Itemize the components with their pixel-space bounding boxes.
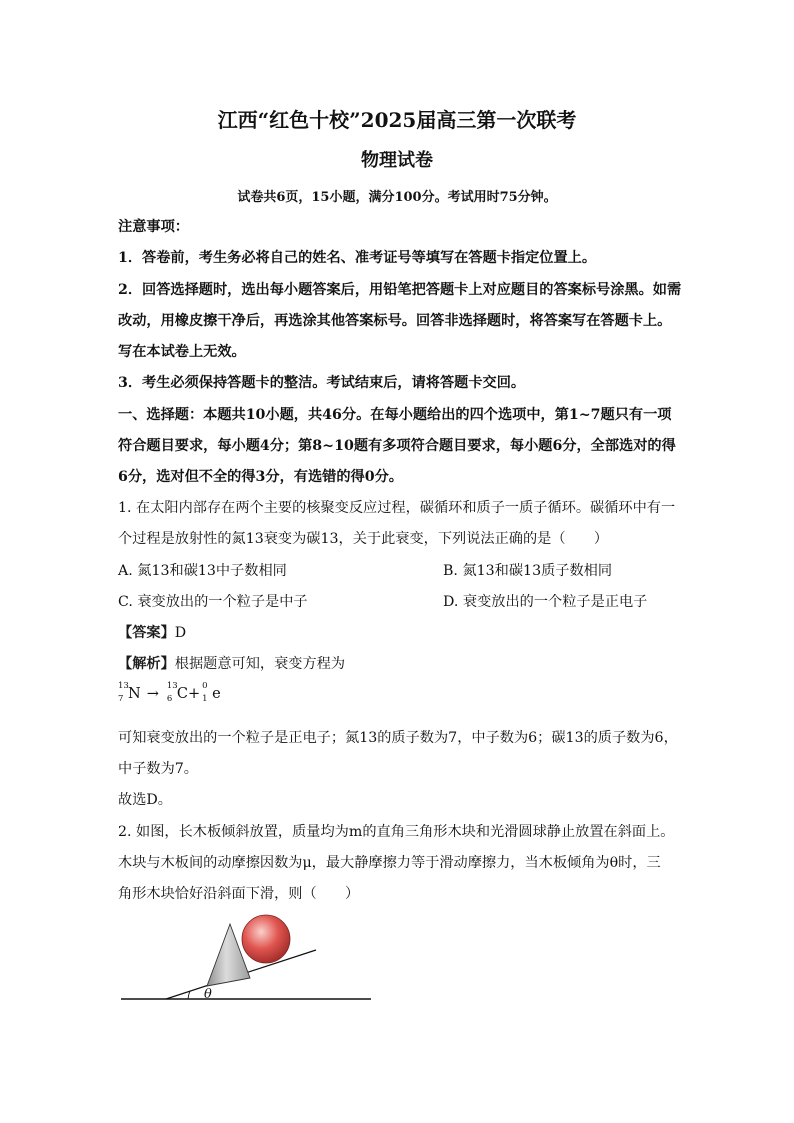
notice-item-1: 1．答卷前，考生务必将自己的姓名、准考证号等填写在答题卡指定位置上。 <box>118 250 597 266</box>
section-1-line-2: 符合题目要求，每小题4分；第8~10题有多项符合题目要求，每小题6分，全部选对的得 <box>118 438 676 454</box>
section-1-line-3: 6分，选对但不全的得3分，有选错的得0分。 <box>118 469 403 485</box>
smooth-ball <box>242 915 290 963</box>
positron-nuclide: 0 1 e <box>202 681 221 704</box>
question-1-option-b: B. 氮13和碳13质子数相同 <box>443 563 613 579</box>
notice-item-2-line-1: 2．回答选择题时，选出每小题答案后，用铅笔把答题卡上对应题目的答案标号涂黑。如需 <box>118 282 682 298</box>
exam-subtitle: 物理试卷 <box>361 150 433 171</box>
notice-item-2-line-2: 改动，用橡皮擦干净后，再选涂其他答案标号。回答非选择题时，将答案写在答题卡上。 <box>118 313 672 329</box>
question-1-analysis <box>118 654 345 674</box>
question-1-explanation-line-1: 可知衰变放出的一个粒子是正电子；氮13的质子数为7，中子数为6；碳13的质子数为6， <box>118 730 678 746</box>
exam-info: 试卷共6页，15小题，满分100分。考试用时75分钟。 <box>237 190 557 205</box>
question-2-line-1: 2. 如图，长木板倾斜放置，质量均为m的直角三角形木块和光滑圆球静止放置在斜面上。 <box>118 824 675 840</box>
analysis-text: 根据题意可知，衰变方程为 <box>174 656 346 672</box>
nitrogen-nuclide: 13 7 N <box>118 681 141 704</box>
answer-tag: 【答案】 <box>118 625 175 641</box>
exam-title: 江西“红色十校”2025届高三第一次联考 <box>217 108 577 132</box>
question-1-line-1: 1. 在太阳内部存在两个主要的核聚变反应过程，碳循环和质子一质子循环。碳循环中有一 <box>118 500 676 516</box>
decay-equation <box>118 681 221 704</box>
reaction-arrow: → <box>146 686 159 702</box>
question-1-conclusion: 故选D。 <box>118 792 172 808</box>
question-1-option-d: D. 衰变放出的一个粒子是正电子 <box>443 594 648 610</box>
plus-sign: + <box>187 686 201 702</box>
incline-figure <box>118 905 378 1009</box>
question-1-explanation-line-2: 中子数为7。 <box>118 761 198 777</box>
angle-label: θ <box>204 987 212 1002</box>
answer-value: D <box>174 625 187 641</box>
question-2-line-3: 角形木块恰好沿斜面下滑，则（ ） <box>118 886 360 902</box>
analysis-tag: 【解析】 <box>118 656 175 672</box>
carbon-nuclide: 13 6 C <box>166 681 188 704</box>
notice-item-3: 3．考生必须保持答题卡的整洁。考试结束后，请将答题卡交回。 <box>118 375 526 391</box>
incline-diagram <box>118 905 378 1005</box>
notice-heading: 注意事项： <box>118 219 189 235</box>
question-2-line-2: 木块与木板间的动摩擦因数为μ，最大静摩擦力等于滑动摩擦力，当木板倾角为θ时，三 <box>118 855 661 871</box>
notice-item-2-line-3: 写在本试卷上无效。 <box>118 344 246 360</box>
question-1-line-2: 个过程是放射性的氮13衰变为碳13，关于此衰变，下列说法正确的是（ ） <box>118 531 609 547</box>
question-1-option-c: C. 衰变放出的一个粒子是中子 <box>118 594 308 610</box>
section-1-line-1: 一、选择题：本题共10小题，共46分。在每小题给出的四个选项中，第1~7题只有一项 <box>118 407 672 423</box>
question-1-answer <box>118 623 186 643</box>
question-1-option-a: A. 氮13和碳13中子数相同 <box>118 563 287 579</box>
